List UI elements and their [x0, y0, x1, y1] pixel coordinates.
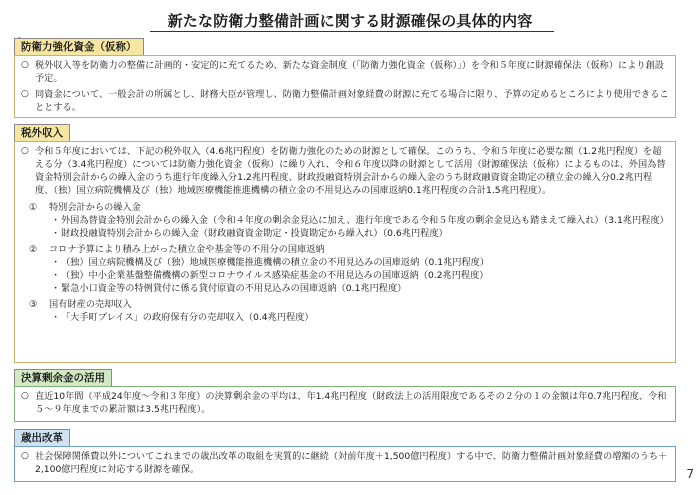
section-heading-reform: 歳出改革 — [14, 429, 70, 446]
section-box-reform — [14, 446, 676, 482]
circle-bullet-icon: ○ — [21, 451, 29, 461]
nontax-item-1-sub-2: ・ 財政投融資特別会計からの繰入金（財政融資資金勘定・投資勘定から繰入れ）（0.6兆円程度） — [51, 228, 448, 239]
nontax-intro: ○ 令和５年度においては、下記の税外収入（4.6兆円程度）を防衛力強化のための財源として確保。このうち、令和５年度に必要な額（1.2兆円程度）を超える分（3.4兆円程度）については防衛力強化資金（仮称）に繰り入れ、令和６年度以降の財源として活用（財源確保法（仮称）によるものは、外国為替資金特別会計からの繰入金のうち進行年度繰入分1.2兆円程度、財政投融資特別会計からの繰入金のうち財政融資資金勘定の積立金の繰入分0.2兆円程度、（独）国立病院機構及び（独）地域医療機能推進機構の積立金の不用見込みの国庫返納0.1兆円程度の合計1.5兆円程度）。 — [21, 146, 666, 196]
nontax-item-1-sub-1: ・ 外国為替資金特別会計からの繰入金（令和４年度の剰余金見込に加え、進行年度である令和５年度の剰余金見込も踏まえて繰入れ）（3.1兆円程度） — [51, 215, 669, 226]
fund-paragraph-1: ○ 税外収入等を防衛力の整備に計画的・安定的に充てるため、新たな資金制度（「防衛力強化資金（仮称）」）を令和５年度に財源確保法（仮称）により創設予定。 — [21, 60, 664, 84]
nontax-item-2: ② コロナ予算により積み上がった積立金や基金等の不用分の国庫返納 — [29, 244, 325, 255]
surplus-paragraph: ○ 直近10年間（平成24年度～令和３年度）の決算剰余金の平均は、年1.4兆円程度（財政法上の活用限度であるその２分の１の金額は年0.7兆円程度、令和５～９年度までの累計額は3.5兆円程度）。 — [21, 391, 667, 415]
section-heading-fund: 防衛力強化資金（仮称） — [14, 38, 144, 55]
nontax-item-2-sub-2: ・ （独）中小企業基盤整備機構の新型コロナウイルス感染症基金の不用見込みの国庫返納（0.2兆円程度） — [51, 270, 489, 281]
nontax-item-2-sub-3: ・ 緊急小口資金等の特例貸付に係る貸付原資の不用見込みの国庫返納（0.1兆円程度） — [51, 283, 407, 294]
page-number: 7 — [686, 467, 694, 481]
circle-bullet-icon: ○ — [21, 60, 29, 70]
circle-bullet-icon: ○ — [21, 146, 29, 156]
circle-bullet-icon: ○ — [21, 391, 29, 401]
nontax-item-1: ① 特別会計からの繰入金 — [29, 202, 141, 213]
fund-paragraph-2: ○ 同資金について、一般会計の所属とし、財務大臣が管理し、防衛力整備計画対象経費の財源に充てる場合に限り、予算の定めるところにより使用できることとする。 — [21, 89, 669, 113]
reform-paragraph: ○ 社会保障関係費以外についてこれまでの歳出改革の取組を実質的に継続（対前年度＋1,500億円程度）する中で、防衛力整備計画対象経費の増額のうち＋2,100億円程度に対応する財源を確保。 — [21, 451, 668, 475]
section-box-nontax — [14, 141, 676, 363]
nontax-item-2-sub-1: ・ （独）国立病院機構及び（独）地域医療機能推進機構の積立金の不用見込みの国庫返納（0.1兆円程度） — [51, 257, 490, 268]
title-underline — [150, 31, 554, 32]
circle-bullet-icon: ○ — [21, 89, 29, 99]
section-box-fund — [14, 55, 676, 118]
page-title: 新たな防衛力整備計画に関する財源確保の具体的内容 — [167, 12, 533, 30]
section-heading-nontax: 税外収入 — [14, 124, 70, 141]
nontax-item-3-sub-1: ・ 「大手町プレイス」の政府保有分の売却収入（0.4兆円程度） — [51, 312, 314, 323]
section-heading-surplus: 決算剰余金の活用 — [14, 369, 112, 386]
nontax-item-3: ③ 国有財産の売却収入 — [29, 299, 132, 310]
section-box-surplus — [14, 386, 676, 422]
